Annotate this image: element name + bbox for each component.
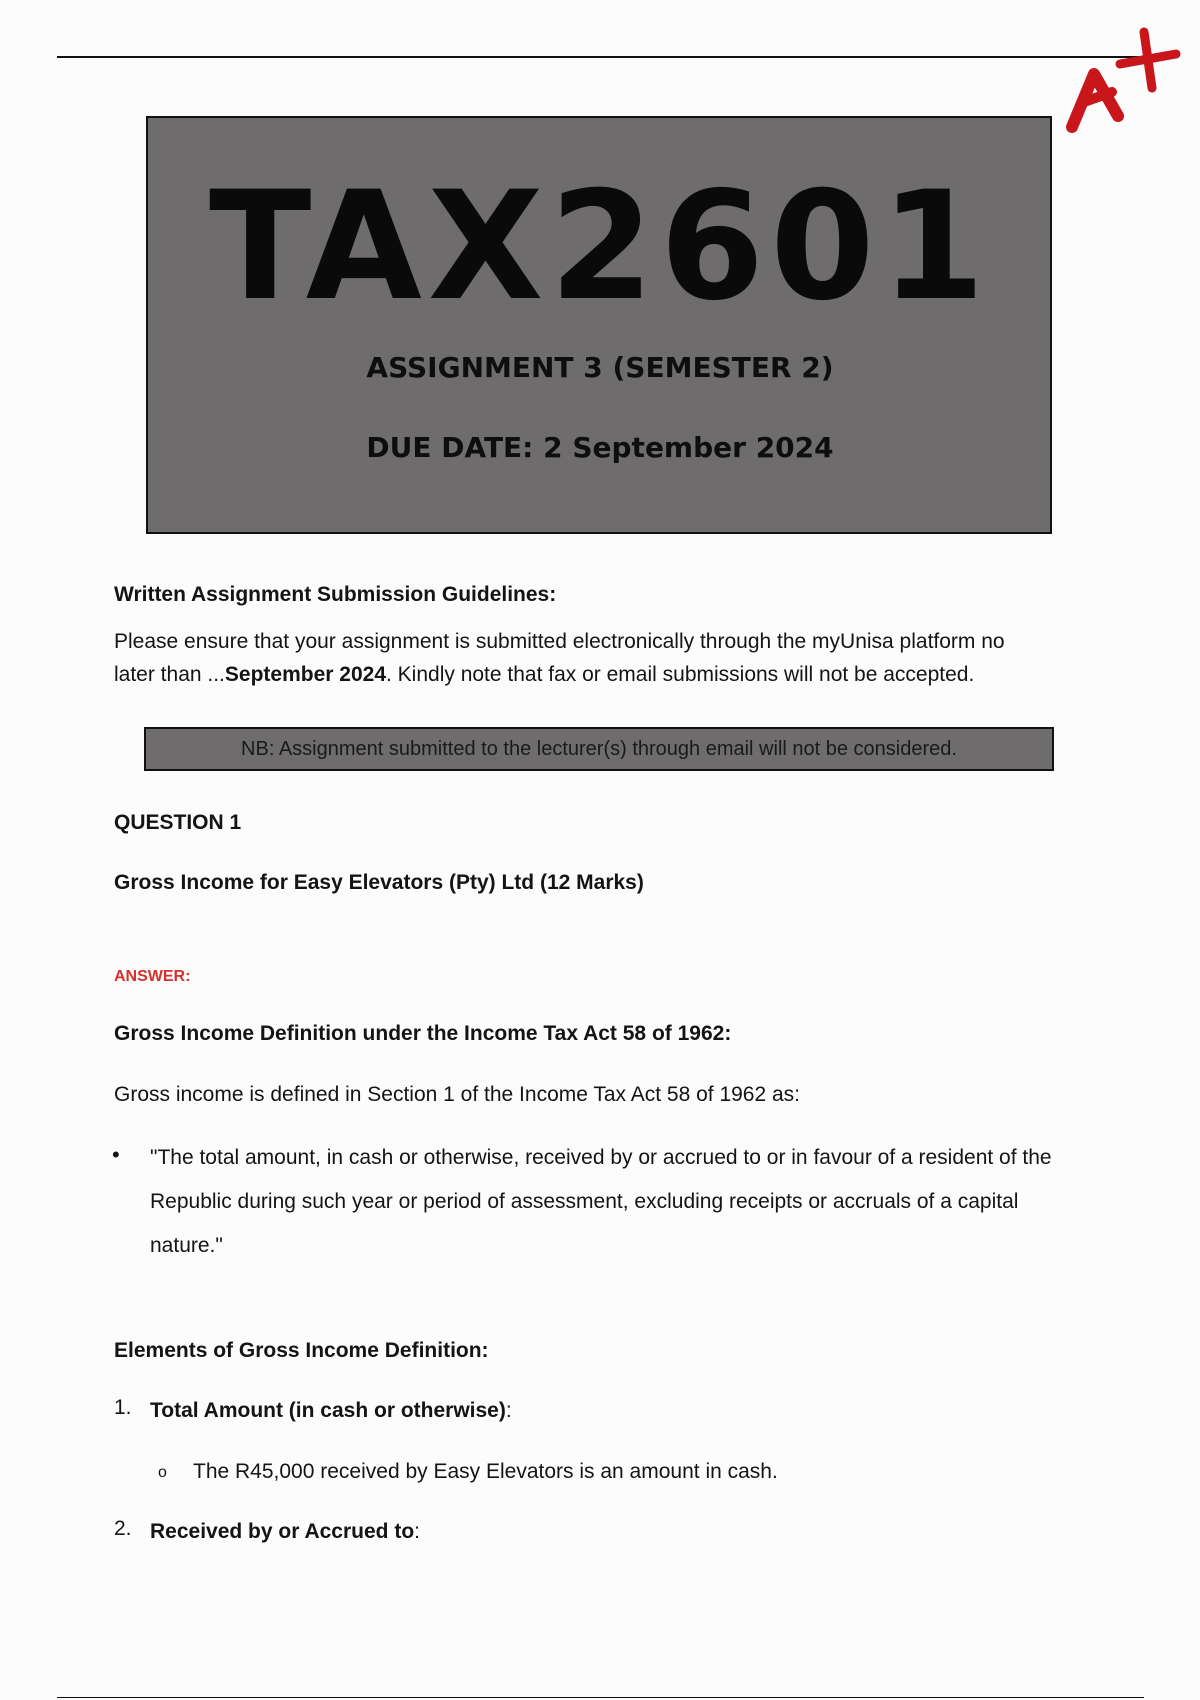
guidelines-line-2 (114, 659, 974, 691)
question-number: QUESTION 1 (114, 811, 242, 834)
element-1-sub: The R45,000 received by Easy Elevators is an amount in cash. (193, 1460, 778, 1483)
elements-heading: Elements of Gross Income Definition: (114, 1339, 489, 1362)
element-2-suffix: : (414, 1520, 420, 1543)
guidelines-deadline: September 2024 (224, 663, 386, 686)
question-title: Gross Income for Easy Elevators (Pty) Ltd (12 Marks) (114, 871, 644, 894)
course-code-title: TAX2601 (209, 160, 991, 334)
element-1-title: Total Amount (in cash or otherwise) (150, 1399, 506, 1422)
element-2-number: 2. (114, 1517, 132, 1540)
bullet-icon: • (112, 1142, 120, 1167)
due-date: DUE DATE: 2 September 2024 (366, 431, 834, 464)
sub-bullet-icon: o (158, 1464, 167, 1481)
grade-mark-icon (1062, 22, 1192, 140)
element-1-suffix: : (505, 1399, 512, 1422)
guidelines-heading: Written Assignment Submission Guidelines: (114, 583, 557, 606)
definition-heading: Gross Income Definition under the Income Tax Act 58 of 1962: (114, 1022, 732, 1045)
definition-intro: Gross income is defined in Section 1 of the Income Tax Act 58 of 1962 as: (114, 1083, 801, 1106)
element-1-number: 1. (114, 1396, 132, 1419)
element-2-title: Received by or Accrued to (150, 1520, 415, 1543)
guidelines-line-2-end: . Kindly note that fax or email submissions will not be accepted. (386, 663, 975, 686)
element-1 (150, 1395, 512, 1427)
definition-quote: "The total amount, in cash or otherwise, received by or accrued to or in favour of a resident of the Republic during such year or period of assessment, excluding receipts or accruals of a capital nature." (150, 1146, 1052, 1257)
top-rule (57, 56, 1144, 58)
assignment-number: ASSIGNMENT 3 (SEMESTER 2) (366, 351, 834, 384)
nb-notice: NB: Assignment submitted to the lecturer(s) through email will not be considered. (144, 727, 1054, 771)
guidelines-line-2-start: later than ... (114, 663, 225, 686)
bottom-rule (57, 1697, 1144, 1698)
guidelines-line-1: Please ensure that your assignment is submitted electronically through the myUnisa platform no (114, 630, 1005, 653)
answer-label: ANSWER: (114, 968, 191, 985)
element-2 (150, 1516, 420, 1548)
